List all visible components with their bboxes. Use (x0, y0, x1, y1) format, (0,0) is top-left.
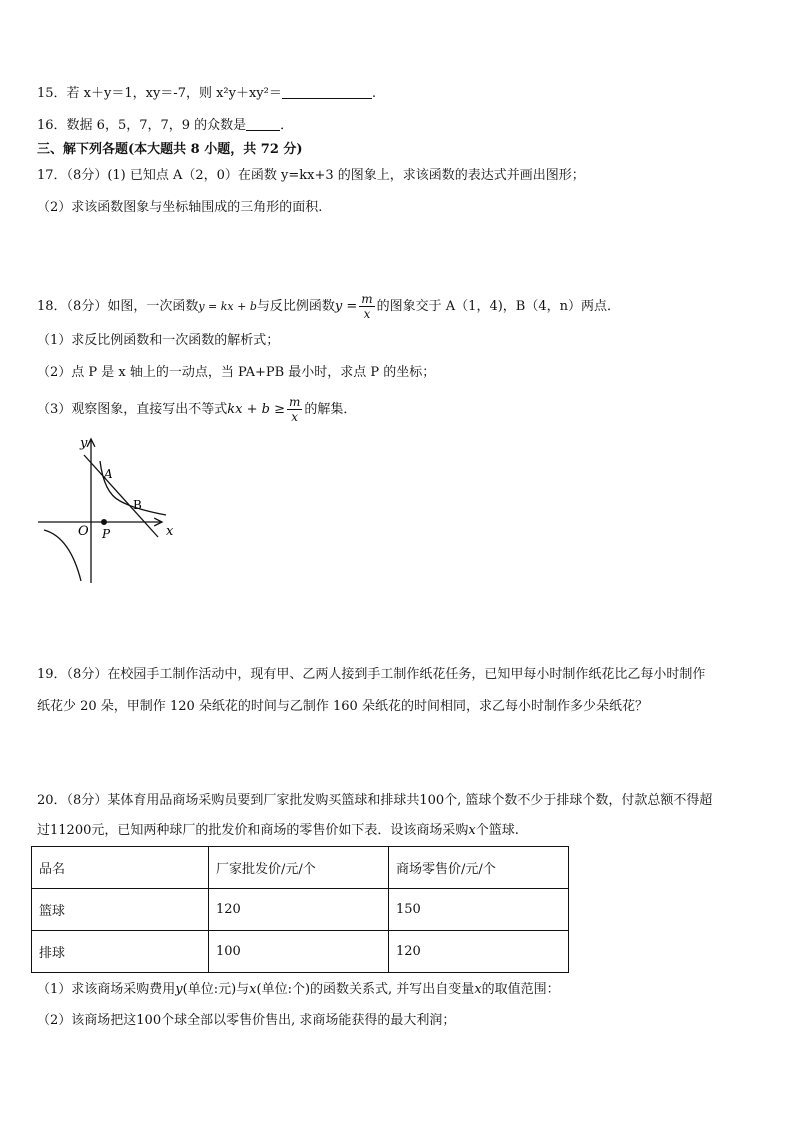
table-header-cell: 商场零售价/元/个 (389, 847, 569, 889)
table-cell: 120 (209, 889, 389, 931)
reciprocal-function-lhs: y = (334, 299, 358, 314)
question-20-part2: （2）该商场把这100个球全部以零售价售出, 求商场能获得的最大利润； (37, 1013, 456, 1028)
table-cell: 100 (209, 931, 389, 973)
linear-function-expr: y = kx + b (198, 300, 257, 313)
price-table (31, 846, 569, 973)
fraction-m-over-x: $\frac{m}{x}$ (289, 395, 301, 424)
answer-blank[interactable] (282, 84, 372, 99)
hyperbola-branch-third-quadrant (44, 530, 81, 581)
question-15: 15．若 x＋y＝1，xy＝-7，则 x²y＋xy²＝ . (37, 86, 377, 101)
question-18-part3: （3）观察图象，直接写出不等式kx + b ≥ $\frac{m}{x}$ 的解集． (37, 395, 357, 424)
answer-blank[interactable] (246, 116, 280, 131)
question-19-line2: 纸花少 20 朵，甲制作 120 朵纸花的时间与乙制作 160 朵纸花的时间相同，求乙每小时制作多少朵纸花？ (37, 699, 648, 714)
y-axis-label: y (80, 436, 88, 451)
x-axis-label: x (166, 524, 174, 539)
table-row (32, 931, 569, 973)
table-cell: 排球 (32, 931, 209, 973)
point-p-marker (101, 519, 107, 525)
function-graph (34, 433, 184, 585)
table-cell: 篮球 (32, 889, 209, 931)
table-row (32, 889, 569, 931)
point-a-label: A (104, 467, 113, 481)
point-b-label: B (133, 498, 142, 512)
table-cell: 150 (389, 889, 569, 931)
question-17-line1: 17．（8分）(1) 已知点 A（2，0）在函数 y=kx+3 的图象上，求该函数的表达式并画出图形； (37, 168, 585, 183)
fraction-m-over-x: $\frac{m}{x}$ (361, 292, 373, 321)
question-19-line1: 19．（8分）在校园手工制作活动中，现有甲、乙两人接到手工制作纸花任务，已知甲每小时制作纸花比乙每小时制作 (37, 667, 706, 682)
question-20-part1: （1）求该商场采购费用y(单位:元)与x(单位:个)的函数关系式, 并写出自变量x的取值范围： (37, 982, 560, 997)
section-title: 三、解下列各题(本大题共 8 小题，共 72 分) (37, 142, 303, 157)
question-16: 16．数据 6，5，7，7，9 的众数是 ． (37, 118, 294, 133)
question-18-part1: （1）求反比例函数和一次函数的解析式； (37, 333, 280, 348)
question-18-stem: 18．（8分）如图，一次函数y = kx + b与反比例函数y = $\frac{m}{x}$ 的图象交于 A（1，4)，B（4，n）两点． (37, 292, 620, 321)
question-18-part2: （2）点 P 是 x 轴上的一动点，当 PA+PB 最小时，求点 P 的坐标； (37, 365, 436, 380)
origin-label: O (78, 524, 89, 539)
question-17-line2: （2）求该函数图象与坐标轴围成的三角形的面积. (37, 200, 323, 215)
table-cell: 120 (389, 931, 569, 973)
point-p-label: P (102, 527, 111, 541)
linear-function-line (84, 455, 158, 537)
question-20-line1: 20．（8分）某体育用品商场采购员要到厂家批发购买篮球和排球共100个, 篮球个数不少于排球个数，付款总额不得超 (37, 793, 713, 808)
table-header-cell: 厂家批发价/元/个 (209, 847, 389, 889)
question-20-line2: 过11200元，已知两种球厂的批发价和商场的零售价如下表．设该商场采购x个篮球. (37, 823, 519, 838)
inequality-expr: kx + b ≥ (227, 402, 285, 417)
table-header-cell: 品名 (32, 847, 209, 889)
table-header-row (32, 847, 569, 889)
